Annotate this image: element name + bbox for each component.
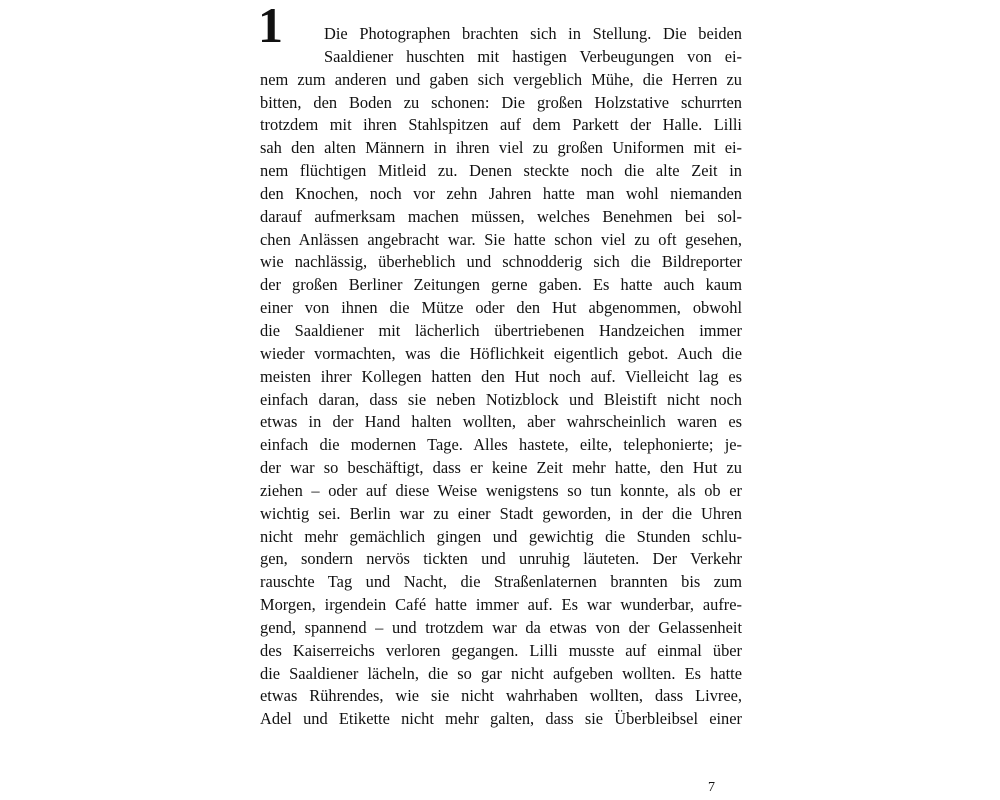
text-line: Adel und Etikette nicht mehr galten, dass sie Überbleibsel einer: [260, 709, 742, 729]
text-line: etwas Rührendes, wie sie nicht wahrhaben wollten, dass Livree,: [260, 686, 742, 706]
text-line: wieder vormachten, was die Höflichkeit eigentlich gebot. Auch die: [260, 343, 742, 363]
text-line: rauschte Tag und Nacht, die Straßenlaternen brannten bis zum: [260, 572, 742, 592]
text-line: einfach die modernen Tage. Alles hastete, eilte, telephonierte; je-: [260, 435, 742, 455]
text-line: bitten, den Boden zu schonen: Die großen Holzstative schurrten: [260, 92, 742, 112]
text-line: darauf aufmerksam machen müssen, welches Benehmen bei sol-: [260, 206, 742, 226]
text-line: Morgen, irgendein Café hatte immer auf. Es war wunderbar, aufre-: [260, 595, 742, 615]
text-line: nem zum anderen und gaben sich vergeblich Mühe, die Herren zu: [260, 69, 742, 89]
text-line: wichtig sei. Berlin war zu einer Stadt geworden, in der die Uhren: [260, 503, 742, 523]
text-line: des Kaiserreichs verloren gegangen. Lilli musste auf einmal über: [260, 640, 742, 660]
text-line: den Knochen, noch vor zehn Jahren hatte man wohl niemanden: [260, 183, 742, 203]
text-line: etwas in der Hand halten wollten, aber wahrscheinlich waren es: [260, 412, 742, 432]
text-line: meisten ihrer Kollegen hatten den Hut noch auf. Vielleicht lag es: [260, 366, 742, 386]
text-line: gend, spannend – und trotzdem war da etwas von der Gelassenheit: [260, 617, 742, 637]
chapter-text: [260, 23, 742, 731]
chapter-number: 1: [258, 0, 283, 53]
text-line: die Saaldiener lächeln, die so gar nicht aufgeben wollten. Es hatte: [260, 663, 742, 683]
text-line: wie nachlässig, überheblich und schnodderig sich die Bildreporter: [260, 252, 742, 272]
text-line: Saaldiener huschten mit hastigen Verbeugungen von ei-: [324, 46, 742, 66]
text-line: der war so beschäftigt, dass er keine Zeit mehr hatte, den Hut zu: [260, 458, 742, 478]
page-number: 7: [708, 780, 715, 795]
text-line: einer von ihnen die Mütze oder den Hut abgenommen, obwohl: [260, 298, 742, 318]
text-line: trotzdem mit ihren Stahlspitzen auf dem Parkett der Halle. Lilli: [260, 115, 742, 135]
text-line: der großen Berliner Zeitungen gerne gaben. Es hatte auch kaum: [260, 275, 742, 295]
text-line: nem flüchtigen Mitleid zu. Denen steckte noch die alte Zeit in: [260, 161, 742, 181]
text-line: gen, sondern nervös tickten und unruhig läuteten. Der Verkehr: [260, 549, 742, 569]
text-line: sah den alten Männern in ihren viel zu großen Uniformen mit ei-: [260, 138, 742, 158]
text-line: die Saaldiener mit lächerlich übertriebenen Handzeichen immer: [260, 320, 742, 340]
text-line: einfach daran, dass sie neben Notizblock und Bleistift nicht noch: [260, 389, 742, 409]
text-line: Die Photographen brachten sich in Stellung. Die beiden: [324, 24, 742, 43]
text-line: chen Anlässen angebracht war. Sie hatte schon viel zu oft gesehen,: [260, 229, 742, 249]
text-line: nicht mehr gemächlich gingen und gewichtig die Stunden schlu-: [260, 526, 742, 546]
text-line: ziehen – oder auf diese Weise wenigstens so tun konnte, als ob er: [260, 480, 742, 500]
